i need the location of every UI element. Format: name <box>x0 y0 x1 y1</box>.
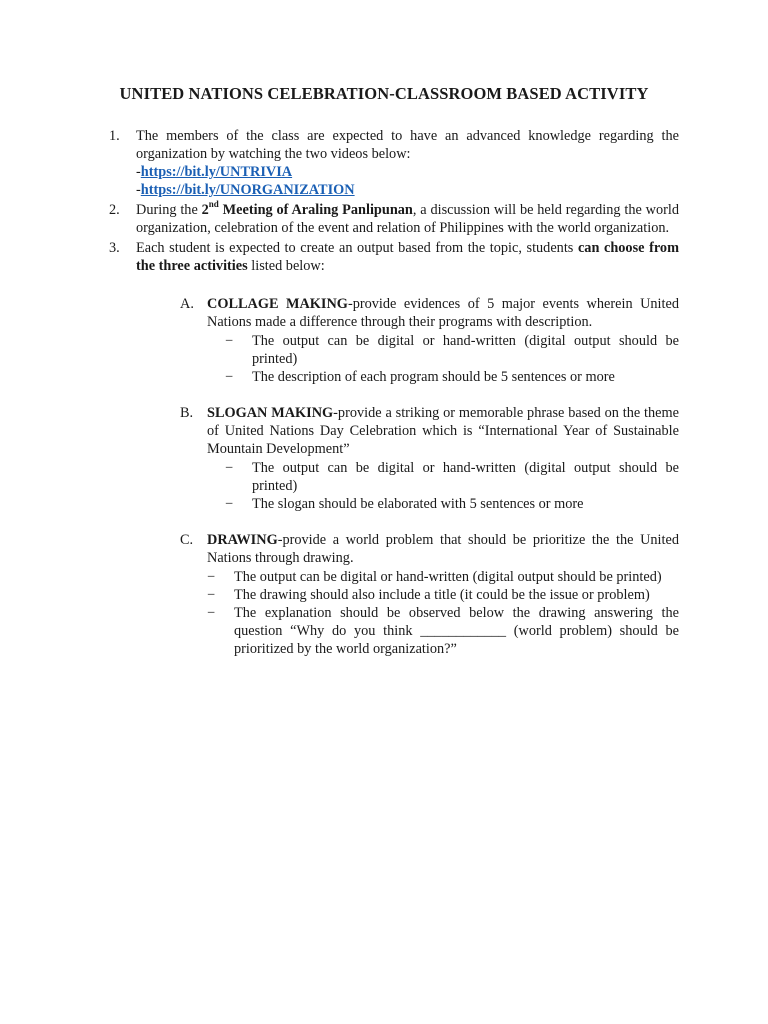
activity-letter: A. <box>180 296 194 312</box>
activity-name: COLLAGE MAKING <box>207 296 348 312</box>
activity-name: SLOGAN MAKING <box>207 405 334 421</box>
item-text-bold: Meeting of Araling Panlipunan <box>218 202 413 218</box>
item-text-bold: can choose from the three activities <box>136 240 679 274</box>
activity-desc: -provide a striking or memorable phrase based on the theme of United Nations Day Celebration which is “International Year of Sustainable Mountain Development” <box>207 405 679 457</box>
activity-letter: B. <box>180 405 194 421</box>
dash-icon: − <box>207 569 216 585</box>
activity-desc: -provide evidences of 5 major events wherein United Nations made a difference through their programs with description. <box>207 296 679 330</box>
item-ordinal-suffix: nd <box>208 199 219 210</box>
item-text: The members of the class are expected to have an advanced knowledge regarding the organization by watching the two videos below: <box>136 128 679 162</box>
activity-bullets <box>225 332 679 386</box>
activity-bullets <box>207 568 679 658</box>
bullet-item: − The slogan should be elaborated with 5 sentences or more <box>225 496 584 512</box>
link-unorganization[interactable]: https://bit.ly/UNORGANIZATION <box>140 182 355 198</box>
activity-list <box>180 295 679 658</box>
item-number: 3. <box>109 240 120 256</box>
bullet-item: − The explanation should be observed below the drawing answering the question “Why do you think ____________ (world problem) should be prioritized by the world organization?” <box>207 605 679 657</box>
item-number: 1. <box>109 128 120 144</box>
activity-desc: -provide a world problem that should be prioritize the the United Nations through drawing. <box>207 532 679 566</box>
activity-drawing <box>180 531 679 658</box>
bullet-item: − The output can be digital or hand-written (digital output should be printed) <box>225 333 679 367</box>
dash-icon: − <box>225 496 234 512</box>
item-ordinal: 2 <box>201 202 209 218</box>
link-line-unorganization: -https://bit.ly/UNORGANIZATION <box>136 182 355 198</box>
item-text-pre: During the <box>136 202 202 218</box>
link-untrivia[interactable]: https://bit.ly/UNTRIVIA <box>140 164 293 180</box>
dash-icon: − <box>207 587 216 603</box>
bullet-item: − The drawing should also include a title (it could be the issue or problem) <box>207 587 650 603</box>
activity-bullets <box>225 459 679 513</box>
link-line-untrivia: -https://bit.ly/UNTRIVIA <box>136 164 293 180</box>
bullet-item: − The description of each program should be 5 sentences or more <box>225 369 615 385</box>
numbered-list <box>109 127 679 658</box>
list-item-2 <box>109 201 679 237</box>
item-text-pre: Each student is expected to create an output based from the topic, students <box>136 240 578 256</box>
document-title: UNITED NATIONS CELEBRATION-CLASSROOM BASED ACTIVITY <box>119 84 649 103</box>
dash-icon: − <box>225 460 234 476</box>
bullet-item: − The output can be digital or hand-written (digital output should be printed) <box>207 569 662 585</box>
item-text-post: listed below: <box>247 258 325 274</box>
bullet-item: − The output can be digital or hand-written (digital output should be printed) <box>225 460 679 494</box>
activity-name: DRAWING <box>207 532 278 548</box>
activity-slogan-making <box>180 404 679 513</box>
item-number: 2. <box>109 202 120 218</box>
dash-icon: − <box>225 369 234 385</box>
list-item-3 <box>109 239 679 658</box>
dash-icon: − <box>225 333 234 349</box>
activity-collage-making <box>180 295 679 386</box>
item-text-post: , a discussion will be held regarding the world organization, celebration of the event and relation of Philippines with the world organization. <box>136 202 680 236</box>
dash-icon: − <box>207 605 216 621</box>
activity-letter: C. <box>180 532 194 548</box>
list-item-1 <box>109 127 679 199</box>
